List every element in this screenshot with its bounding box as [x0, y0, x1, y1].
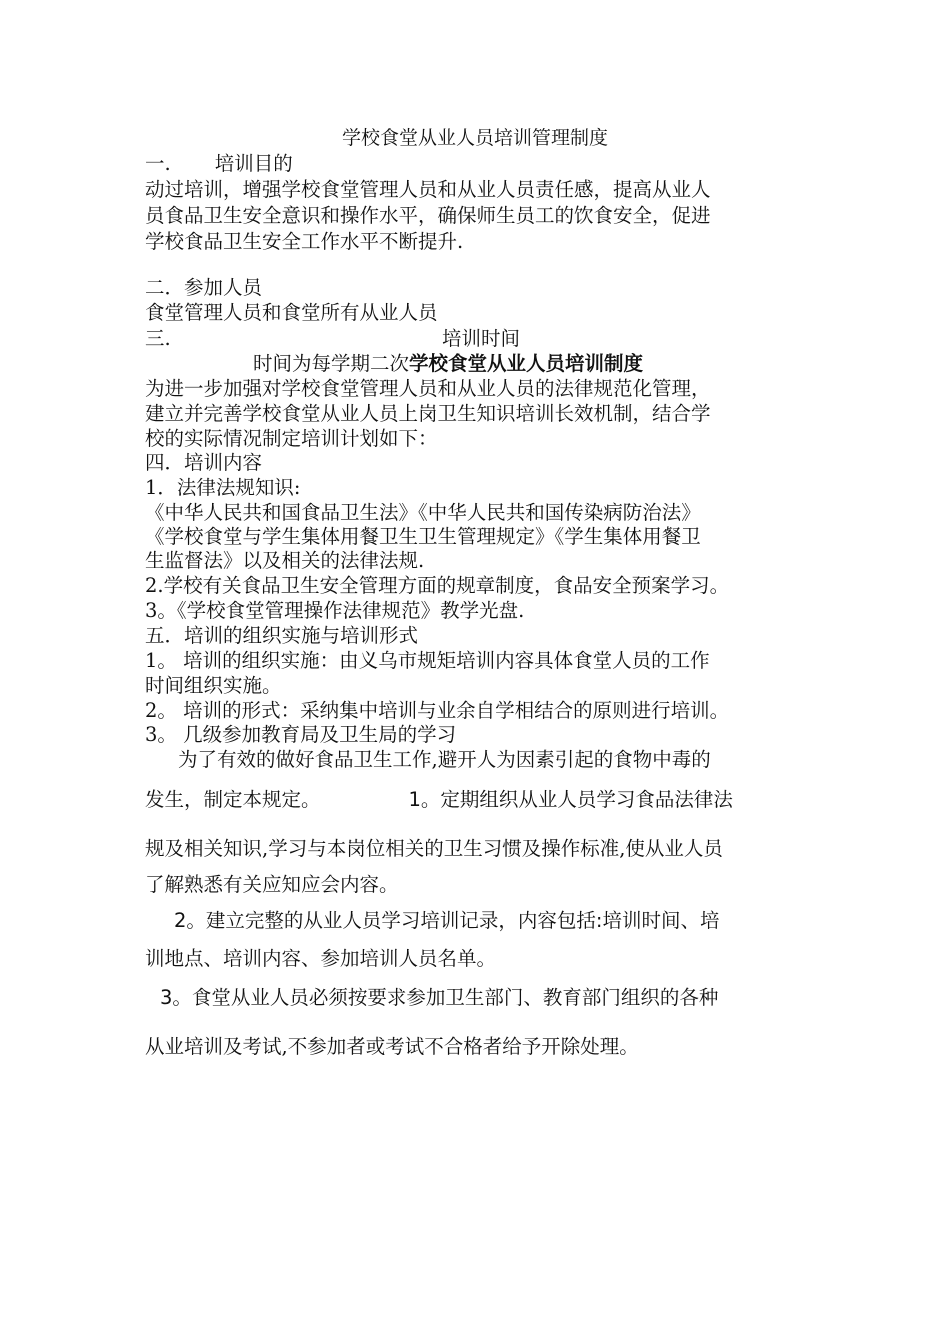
- regulation-text: 发生，制定本规定。: [145, 788, 321, 811]
- intro-line: 校的实际情况制定培训计划如下：: [145, 427, 438, 450]
- section-5-item-2: 2。 培训的形式：采纳集中培训与业余自学相结合的原则进行培训。: [145, 699, 730, 722]
- item-1-text-line: 生监督法》以及相关的法律法规.: [145, 549, 425, 572]
- section-1-text-line: 学校食品卫生安全工作水平不断提升.: [145, 230, 464, 253]
- section-3-number: 三.: [145, 327, 171, 350]
- section-2-heading: 二．参加人员: [145, 276, 263, 299]
- section-5-item-1-line: 1。 培训的组织实施：由义乌市规矩培训内容具体食堂人员的工作: [145, 649, 710, 672]
- regulation-paragraph-line: 了解熟悉有关应知应会内容。: [145, 873, 399, 896]
- section-1-number: 一.: [145, 152, 171, 175]
- regulation-text: 1。定期组织从业人员学习食品法律法: [408, 788, 733, 811]
- section-1-text-line: 员食品卫生安全意识和操作水平，确保师生员工的饮食安全，促进: [145, 204, 711, 227]
- regulation-paragraph-line: 从业培训及考试,不参加者或考试不合格者给予开除处理。: [145, 1035, 639, 1058]
- regulation-paragraph-line: 2。建立完整的从业人员学习培训记录，内容包括:培训时间、培: [174, 909, 720, 932]
- regulation-paragraph-line: 为了有效的做好食品卫生工作,避开人为因素引起的食物中毒的: [178, 748, 711, 771]
- section-3-heading: 培训时间: [442, 327, 521, 350]
- section-1-heading: 培训目的: [214, 152, 293, 175]
- regulation-paragraph-line: [145, 787, 733, 813]
- section-3-time: 时间为每学期二次: [253, 352, 410, 375]
- section-4-heading: 四．培训内容: [145, 451, 263, 474]
- item-2-text: 2.学校有关食品卫生安全管理方面的规章制度，食品安全预案学习。: [145, 574, 730, 597]
- intro-line: 建立并完善学校食堂从业人员上岗卫生知识培训长效机制，结合学: [145, 402, 711, 425]
- section-3-time-line: [253, 351, 643, 377]
- document-title: 学校食堂从业人员培训管理制度: [341, 127, 608, 149]
- section-2-text: 食堂管理人员和食堂所有从业人员: [145, 301, 438, 324]
- section-5-item-3: 3。 几级参加教育局及卫生局的学习: [145, 723, 457, 746]
- regulation-paragraph-line: 3。食堂从业人员必须按要求参加卫生部门、教育部门组织的各种: [160, 986, 719, 1009]
- item-1-text-line: 《学校食堂与学生集体用餐卫生卫生管理规定》《学生集体用餐卫: [145, 525, 701, 548]
- intro-line: 为进一步加强对学校食堂管理人员和从业人员的法律规范化管理，: [145, 377, 711, 400]
- embedded-bold-title: 学校食堂从业人员培训制度: [409, 352, 644, 375]
- item-3-text: 3。《学校食堂管理操作法律规范》教学光盘.: [145, 599, 525, 622]
- regulation-paragraph-line: 规及相关知识,学习与本岗位相关的卫生习惯及操作标准,使从业人员: [145, 837, 723, 860]
- section-5-heading: 五．培训的组织实施与培训形式: [145, 624, 419, 647]
- item-1-text-line: 《中华人民共和国食品卫生法》《中华人民共和国传染病防治法》: [145, 501, 701, 524]
- section-5-item-1-line: 时间组织实施。: [145, 674, 282, 697]
- regulation-paragraph-line: 训地点、培训内容、参加培训人员名单。: [145, 947, 497, 970]
- section-1-heading-line: [145, 151, 293, 177]
- section-1-text-line: 动过培训，增强学校食堂管理人员和从业人员责任感，提高从业人: [145, 178, 711, 201]
- item-1-heading: 1．法律法规知识:: [145, 476, 301, 499]
